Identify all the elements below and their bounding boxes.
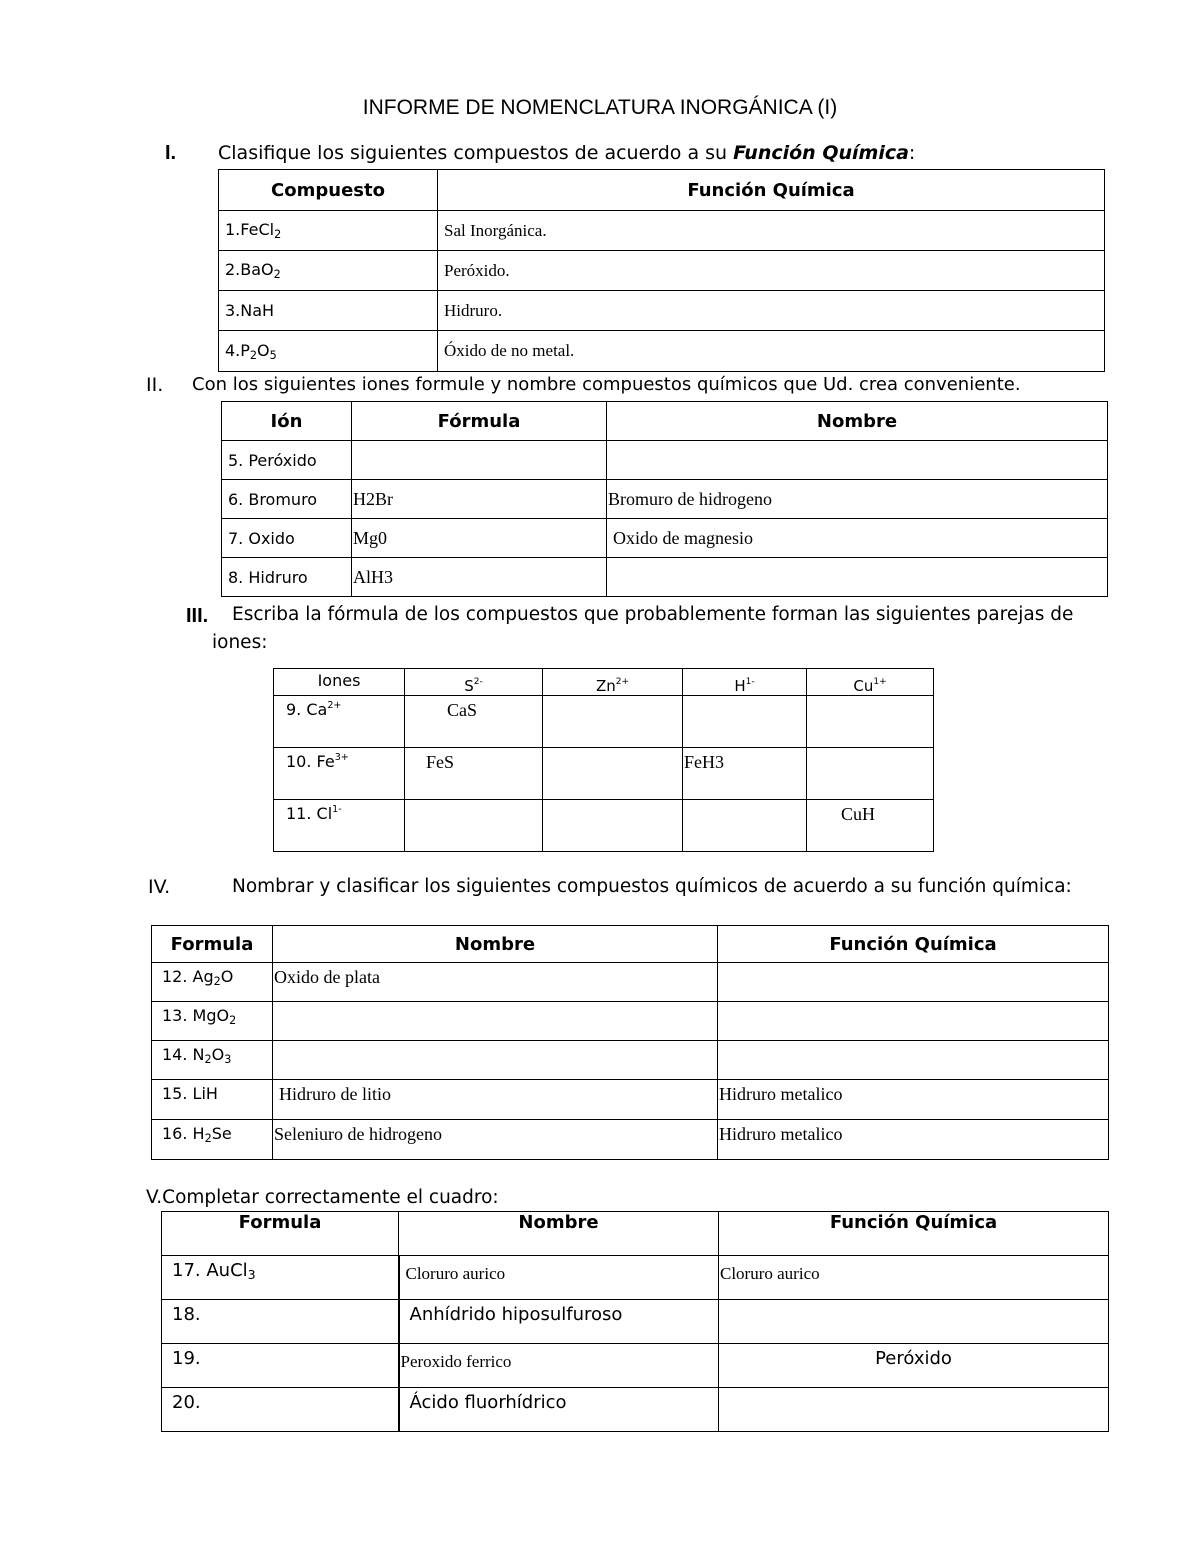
header-formula: Formula	[162, 1212, 399, 1256]
anion-header: $S^{2-}$	[405, 669, 543, 696]
table-row	[219, 291, 1105, 331]
formula-cell: AlH3	[352, 558, 607, 597]
nombre-cell: Seleniuro de hidrogeno	[273, 1120, 718, 1160]
nombre-cell	[607, 441, 1108, 480]
formula-cell: 16. $H_2Se$	[152, 1120, 273, 1160]
pair-cell	[543, 748, 683, 800]
header-formula: Formula	[152, 926, 273, 963]
table-row	[152, 1120, 1109, 1160]
formula-cell: 17. AuCl$_3$	[162, 1256, 399, 1300]
nombre-cell: Hidruro de litio	[273, 1080, 718, 1120]
nombre-cell: Cloruro aurico	[399, 1256, 719, 1300]
anion-header: $Zn^{2+}$	[543, 669, 683, 696]
nombre-cell	[273, 1041, 718, 1080]
ion-cell: 8. Hidruro	[222, 558, 352, 597]
cation-cell: 11. $Cl^{1-}$	[274, 800, 405, 852]
funcion-cell: Cloruro aurico	[719, 1256, 1109, 1300]
funcion-cell	[719, 1388, 1109, 1432]
table-row	[162, 1256, 1109, 1300]
formula-cell: 15. LiH	[152, 1080, 273, 1120]
header-funcion-quimica: Función Química	[718, 926, 1109, 963]
corner-cell: Iones	[274, 669, 405, 696]
table-row	[222, 519, 1108, 558]
formula-cell: 14. $N_2O_3$	[152, 1041, 273, 1080]
formula-cell: 19.	[162, 1344, 399, 1388]
table-nombrar-clasificar	[151, 925, 1109, 1160]
funcion-cell: Hidruro metalico	[718, 1120, 1109, 1160]
formula-cell: 18.	[162, 1300, 399, 1344]
pair-cell	[807, 748, 934, 800]
section1-colon: :	[908, 142, 916, 164]
nombre-cell: Peroxido ferrico	[399, 1344, 719, 1388]
table-funcion-quimica	[218, 169, 1105, 372]
nombre-cell: Anhídrido hiposulfuroso	[399, 1300, 719, 1344]
table-row	[152, 1041, 1109, 1080]
function-cell: Óxido de no metal.	[438, 331, 1105, 372]
section1-instruction	[218, 142, 915, 164]
formula-cell: 20.	[162, 1388, 399, 1432]
funcion-cell: Hidruro metalico	[718, 1080, 1109, 1120]
nombre-cell: Bromuro de hidrogeno	[607, 480, 1108, 519]
formula-cell: Mg0	[352, 519, 607, 558]
function-cell: Hidruro.	[438, 291, 1105, 331]
table-row	[274, 800, 934, 852]
nombre-cell: Oxido de magnesio	[607, 519, 1108, 558]
table-iones	[221, 401, 1108, 597]
table-row	[162, 1344, 1109, 1388]
header-ion: Ión	[222, 402, 352, 441]
header-funcion-quimica: Función Química	[719, 1212, 1109, 1256]
formula-cell: H2Br	[352, 480, 607, 519]
funcion-cell: Peróxido	[719, 1344, 1109, 1388]
section1-roman: I.	[165, 142, 177, 164]
section5-instruction: V.Completar correctamente el cuadro:	[146, 1187, 499, 1208]
table-row	[222, 441, 1108, 480]
cation-cell: 9. $Ca^{2+}$	[274, 696, 405, 748]
table-row	[162, 1388, 1109, 1432]
table-row	[274, 748, 934, 800]
section1-emph: Función Química	[733, 142, 909, 164]
pair-cell: FeS	[405, 748, 543, 800]
table-row	[222, 480, 1108, 519]
table-row	[219, 331, 1105, 372]
table-parejas-iones	[273, 668, 934, 852]
section2-instruction: Con los siguientes iones formule y nombre compuestos químicos que Ud. crea conveniente.	[192, 374, 1021, 395]
compound-cell: 3.NaH	[219, 291, 438, 331]
formula-cell	[352, 441, 607, 480]
page-title: INFORME DE NOMENCLATURA INORGÁNICA (I)	[362, 96, 838, 119]
table-row	[219, 211, 1105, 251]
compound-cell: 2.BaO$_2$	[219, 251, 438, 291]
nombre-cell	[273, 1002, 718, 1041]
ion-cell: 7. Oxido	[222, 519, 352, 558]
funcion-cell	[719, 1300, 1109, 1344]
nombre-cell	[607, 558, 1108, 597]
function-cell: Sal Inorgánica.	[438, 211, 1105, 251]
pair-cell: CaS	[405, 696, 543, 748]
section4-instruction: Nombrar y clasificar los siguientes compuestos químicos de acuerdo a su función química:	[232, 876, 1072, 897]
funcion-cell	[718, 963, 1109, 1002]
section3-line1: Escriba la fórmula de los compuestos que probablemente forman las siguientes parejas de	[232, 604, 1074, 625]
formula-cell: 13. MgO$_2$	[152, 1002, 273, 1041]
nombre-cell: Ácido fluorhídrico	[399, 1388, 719, 1432]
section3-line2: iones:	[212, 632, 268, 653]
anion-header: $Cu^{1+}$	[807, 669, 934, 696]
table-row	[162, 1300, 1109, 1344]
header-funcion-quimica: Función Química	[438, 170, 1105, 211]
pair-cell: CuH	[807, 800, 934, 852]
table-row	[152, 963, 1109, 1002]
anion-header: $H^{1-}$	[683, 669, 807, 696]
pair-cell: FeH3	[683, 748, 807, 800]
table-row	[222, 558, 1108, 597]
table-row	[219, 251, 1105, 291]
header-compuesto: Compuesto	[219, 170, 438, 211]
header-nombre: Nombre	[607, 402, 1108, 441]
compound-cell: 1.FeCl$_2$	[219, 211, 438, 251]
funcion-cell	[718, 1002, 1109, 1041]
pair-cell	[543, 800, 683, 852]
section2-roman: II.	[146, 374, 164, 396]
ion-cell: 5. Peróxido	[222, 441, 352, 480]
compound-cell: $4.P_2O_5$	[219, 331, 438, 372]
pair-cell	[543, 696, 683, 748]
nombre-cell: Oxido de plata	[273, 963, 718, 1002]
table-row	[152, 1002, 1109, 1041]
section1-text: Clasifique los siguientes compuestos de acuerdo a su	[218, 142, 734, 164]
funcion-cell	[718, 1041, 1109, 1080]
section3-roman: III.	[186, 605, 209, 627]
table-row	[152, 1080, 1109, 1120]
table-row	[274, 696, 934, 748]
table-completar-cuadro	[161, 1211, 1109, 1432]
ion-cell: 6. Bromuro	[222, 480, 352, 519]
section4-roman: IV.	[148, 876, 171, 898]
header-formula: Fórmula	[352, 402, 607, 441]
pair-cell	[807, 696, 934, 748]
cation-cell: 10. $Fe^{3+}$	[274, 748, 405, 800]
pair-cell	[405, 800, 543, 852]
formula-cell: 12. $Ag_2O$	[152, 963, 273, 1002]
pair-cell	[683, 800, 807, 852]
header-nombre: Nombre	[273, 926, 718, 963]
function-cell: Peróxido.	[438, 251, 1105, 291]
pair-cell	[683, 696, 807, 748]
header-nombre: Nombre	[399, 1212, 719, 1256]
